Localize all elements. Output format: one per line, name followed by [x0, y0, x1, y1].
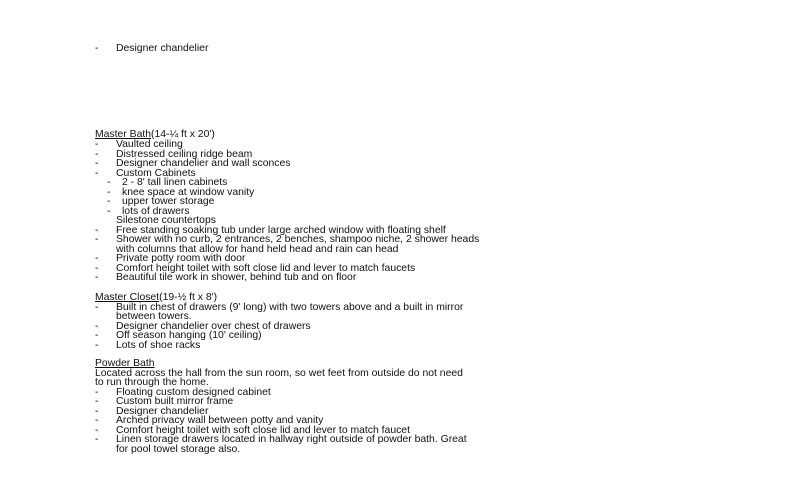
list-item-text: Custom Cabinets	[116, 167, 196, 179]
list-item-text: Floating custom designed cabinet	[116, 386, 271, 398]
bullet-dash: -	[107, 205, 111, 217]
list-item-text: Designer chandelier over chest of drawers	[116, 320, 311, 332]
list-item	[95, 341, 200, 351]
list-item-text: Comfort height toilet with soft close lid and lever to match faucet	[116, 424, 410, 436]
paragraph-text: to run through the home.	[95, 377, 209, 388]
list-item-text: Private potty room with door	[116, 253, 246, 264]
bullet-dash: -	[95, 434, 99, 445]
section-title: Master Closet	[95, 292, 160, 303]
bullet-dash: -	[95, 396, 99, 407]
bullet-dash: -	[95, 253, 99, 264]
bullet-dash: -	[95, 405, 99, 417]
bullet-dash: -	[95, 234, 99, 245]
list-item-text: Off season hanging (10' ceiling)	[116, 330, 262, 341]
list-item-text: Silestone countertops	[116, 215, 216, 226]
list-item-text: Designer chandelier	[116, 43, 209, 54]
bullet-dash: -	[95, 415, 99, 426]
paragraph-text: Located across the hall from the sun room, so wet feet from outside do not need	[95, 367, 463, 379]
bullet-dash: -	[95, 139, 99, 150]
sub-list-item-text: lots of drawers	[122, 205, 190, 217]
bullet-dash: -	[95, 148, 99, 160]
list-item-text: with columns that allow for hand held head and rain can head	[116, 243, 399, 255]
list-item-text: Linen storage drawers located in hallway right outside of powder bath. Great	[116, 434, 467, 445]
list-item	[95, 44, 208, 54]
sub-list-item-text: 2 - 8' tall linen cabinets	[122, 177, 228, 188]
section-dimensions: (19-½ ft x 8')	[159, 292, 218, 303]
list-item-continuation	[116, 445, 240, 455]
bullet-dash: -	[95, 262, 99, 274]
bullet-dash: -	[95, 330, 99, 341]
bullet-dash: -	[95, 224, 99, 236]
bullet-dash: -	[95, 386, 99, 398]
bullet-dash: -	[107, 186, 111, 198]
sub-list-item-text: upper tower storage	[122, 196, 215, 207]
bullet-dash: -	[95, 424, 99, 436]
bullet-dash: -	[107, 196, 111, 207]
bullet-dash: -	[95, 43, 99, 54]
list-item-text: Comfort height toilet with soft close lid and lever to match faucets	[116, 262, 416, 274]
bullet-dash: -	[95, 158, 99, 169]
bullet-dash: -	[95, 167, 99, 179]
list-item-text: Designer chandelier	[116, 405, 209, 417]
list-item-text: Custom built mirror frame	[116, 396, 234, 407]
list-item-text: for pool towel storage also.	[116, 443, 241, 455]
list-item-text: Distressed ceiling ridge beam	[116, 148, 253, 160]
section-title: Powder Bath	[95, 358, 155, 369]
section-title: Master Bath	[95, 129, 152, 140]
list-item-text: Arched privacy wall between potty and vanity	[116, 415, 324, 426]
list-item-text: Beautiful tile work in shower, behind tub and on floor	[116, 272, 357, 283]
list-item-text: Lots of shoe racks	[116, 339, 201, 351]
list-item-text: Designer chandelier and wall sconces	[116, 158, 291, 169]
sub-list-item-text: knee space at window vanity	[122, 186, 255, 198]
bullet-dash: -	[95, 320, 99, 332]
bullet-dash: -	[95, 272, 99, 283]
bullet-dash: -	[95, 301, 99, 313]
bullet-dash: -	[107, 177, 111, 188]
list-item-text: Free standing soaking tub under large arched window with floating shelf	[116, 224, 446, 236]
bullet-dash: -	[95, 339, 99, 351]
section-dimensions: (14-¼ ft x 20')	[151, 129, 215, 140]
list-item-text: Shower with no curb, 2 entrances, 2 benches, shampoo niche, 2 shower heads	[116, 234, 480, 245]
list-item-text: Vaulted ceiling	[116, 139, 183, 150]
list-item-text: between towers.	[116, 311, 192, 322]
list-item-text: Built in chest of drawers (9' long) with two towers above and a built in mirror	[116, 301, 464, 313]
list-item	[95, 273, 356, 283]
